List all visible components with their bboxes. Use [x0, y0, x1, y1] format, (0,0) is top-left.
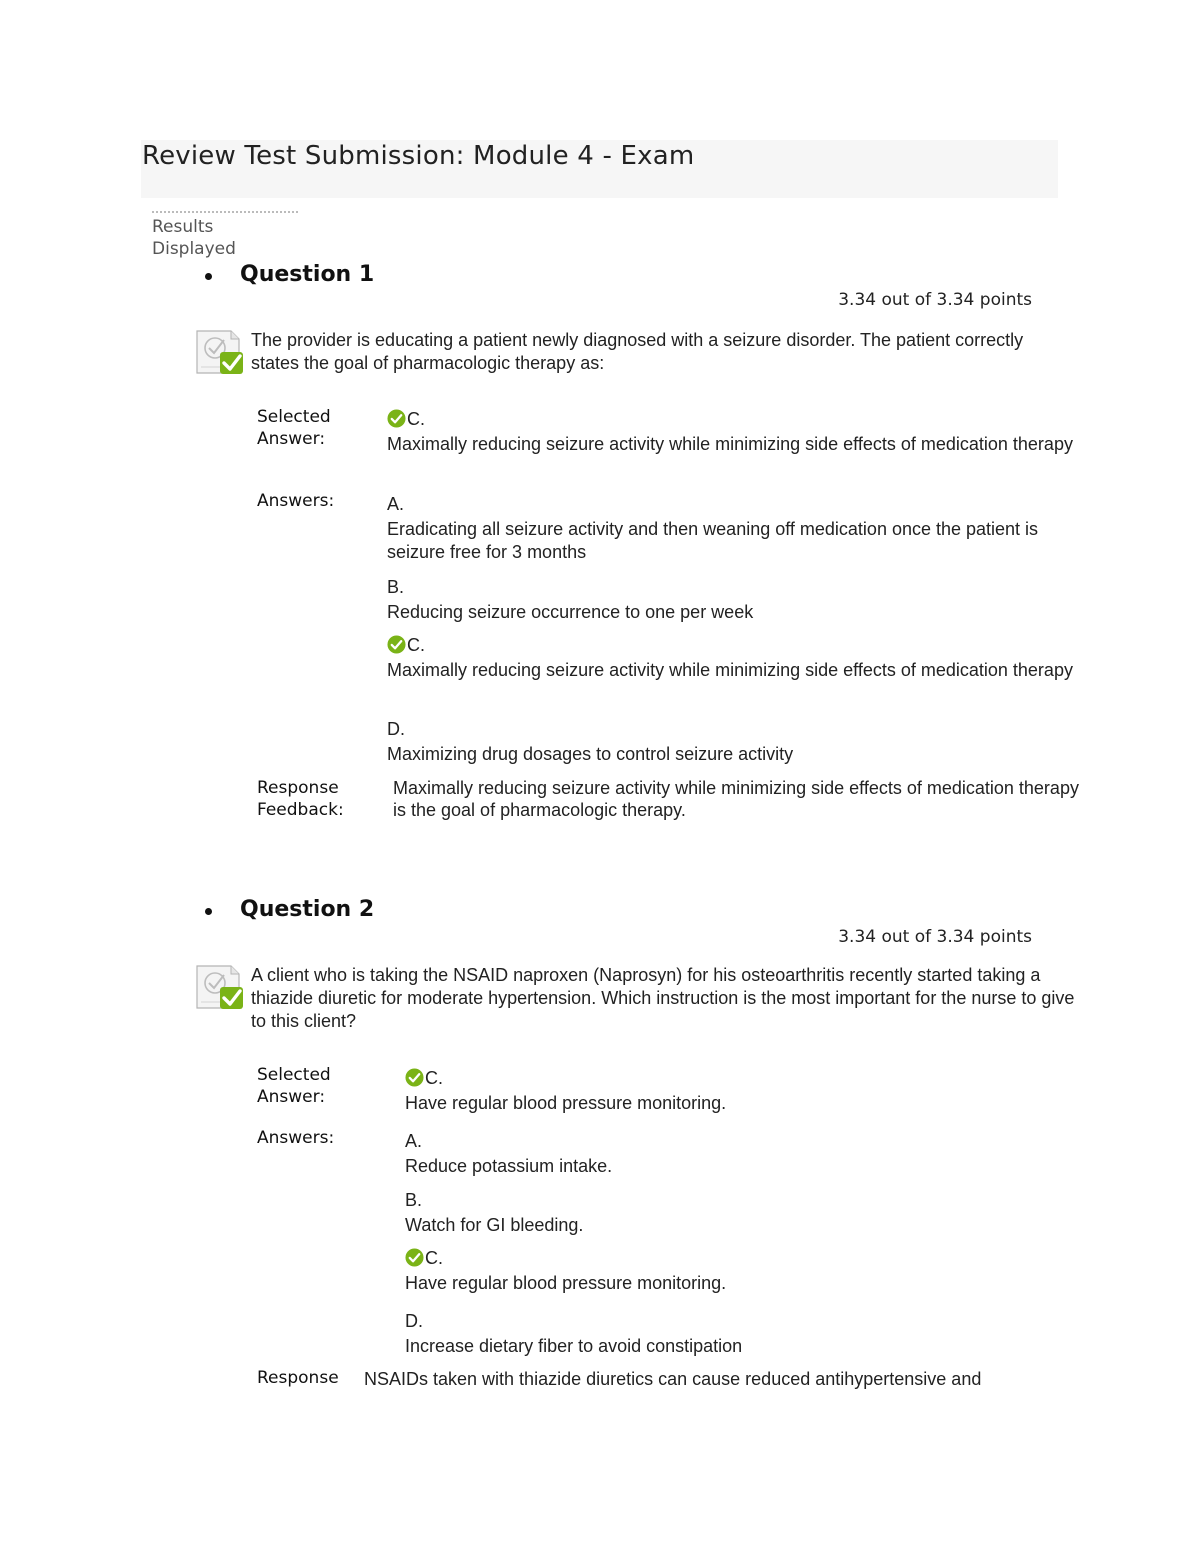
- answer-option-b: B. Reducing seizure occurrence to one per week: [387, 577, 754, 622]
- check-circle-icon: [387, 635, 406, 654]
- question-2-text: A client who is taking the NSAID naproxen (Naprosyn) for his osteoarthritis recently started taking a thiazide diuretic for moderate hypertension. Which instruction is the most important for the nurse to give to this client?: [251, 965, 1075, 1031]
- results-divider: [152, 211, 298, 213]
- correct-checkmark-icon: [195, 327, 245, 377]
- check-circle-icon: [387, 409, 406, 428]
- answer-text: Maximally reducing seizure activity while minimizing side effects of medication therapy: [387, 434, 1073, 454]
- response-feedback-label: Response Feedback:: [257, 778, 344, 820]
- bullet-icon: [205, 908, 212, 915]
- check-circle-icon: [405, 1248, 424, 1267]
- bullet-icon: [205, 273, 212, 280]
- answers-label: Answers:: [257, 491, 335, 511]
- answer-option-a: A. Eradicating all seizure activity and then weaning off medication once the patient is seizure free for 3 months: [387, 494, 1039, 562]
- answer-option-d: D. Increase dietary fiber to avoid constipation: [405, 1311, 743, 1356]
- answer-letter: C.: [405, 1067, 1075, 1090]
- answer-option-d: D. Maximizing drug dosages to control seizure activity: [387, 719, 794, 764]
- response-feedback-text: Maximally reducing seizure activity while minimizing side effects of medication therapy is the goal of pharmacologic therapy.: [393, 778, 1079, 820]
- question-1-title: Question 1: [240, 262, 375, 287]
- answers-label: Answers:: [257, 1128, 335, 1148]
- results-displayed-label: Results Displayed: [152, 217, 236, 259]
- selected-answer: [387, 408, 1077, 456]
- selected-answer-label: Selected Answer:: [257, 407, 331, 449]
- answer-option-c: C. Have regular blood pressure monitoring.: [405, 1248, 727, 1293]
- answer-option-c: C. Maximally reducing seizure activity while minimizing side effects of medication therapy: [387, 635, 1073, 680]
- page-title: Review Test Submission: Module 4 - Exam: [142, 141, 695, 171]
- response-label: Response: [257, 1368, 339, 1388]
- question-2-points: 3.34 out of 3.34 points: [838, 927, 1032, 947]
- selected-answer-label: Selected Answer:: [257, 1065, 331, 1107]
- selected-answer: [405, 1067, 1075, 1115]
- answer-option-a: A. Reduce potassium intake.: [405, 1131, 613, 1176]
- correct-checkmark-icon: [195, 962, 245, 1012]
- question-1-text: The provider is educating a patient newly diagnosed with a seizure disorder. The patient correctly states the goal of pharmacologic therapy as:: [251, 330, 1024, 373]
- answer-text: Have regular blood pressure monitoring.: [405, 1093, 727, 1113]
- check-circle-icon: [405, 1068, 424, 1087]
- question-1-points: 3.34 out of 3.34 points: [838, 290, 1032, 310]
- answer-letter: C.: [387, 408, 1077, 431]
- response-feedback-text: NSAIDs taken with thiazide diuretics can cause reduced antihypertensive and: [364, 1369, 982, 1389]
- answer-option-b: B. Watch for GI bleeding.: [405, 1190, 584, 1235]
- question-2-title: Question 2: [240, 897, 375, 922]
